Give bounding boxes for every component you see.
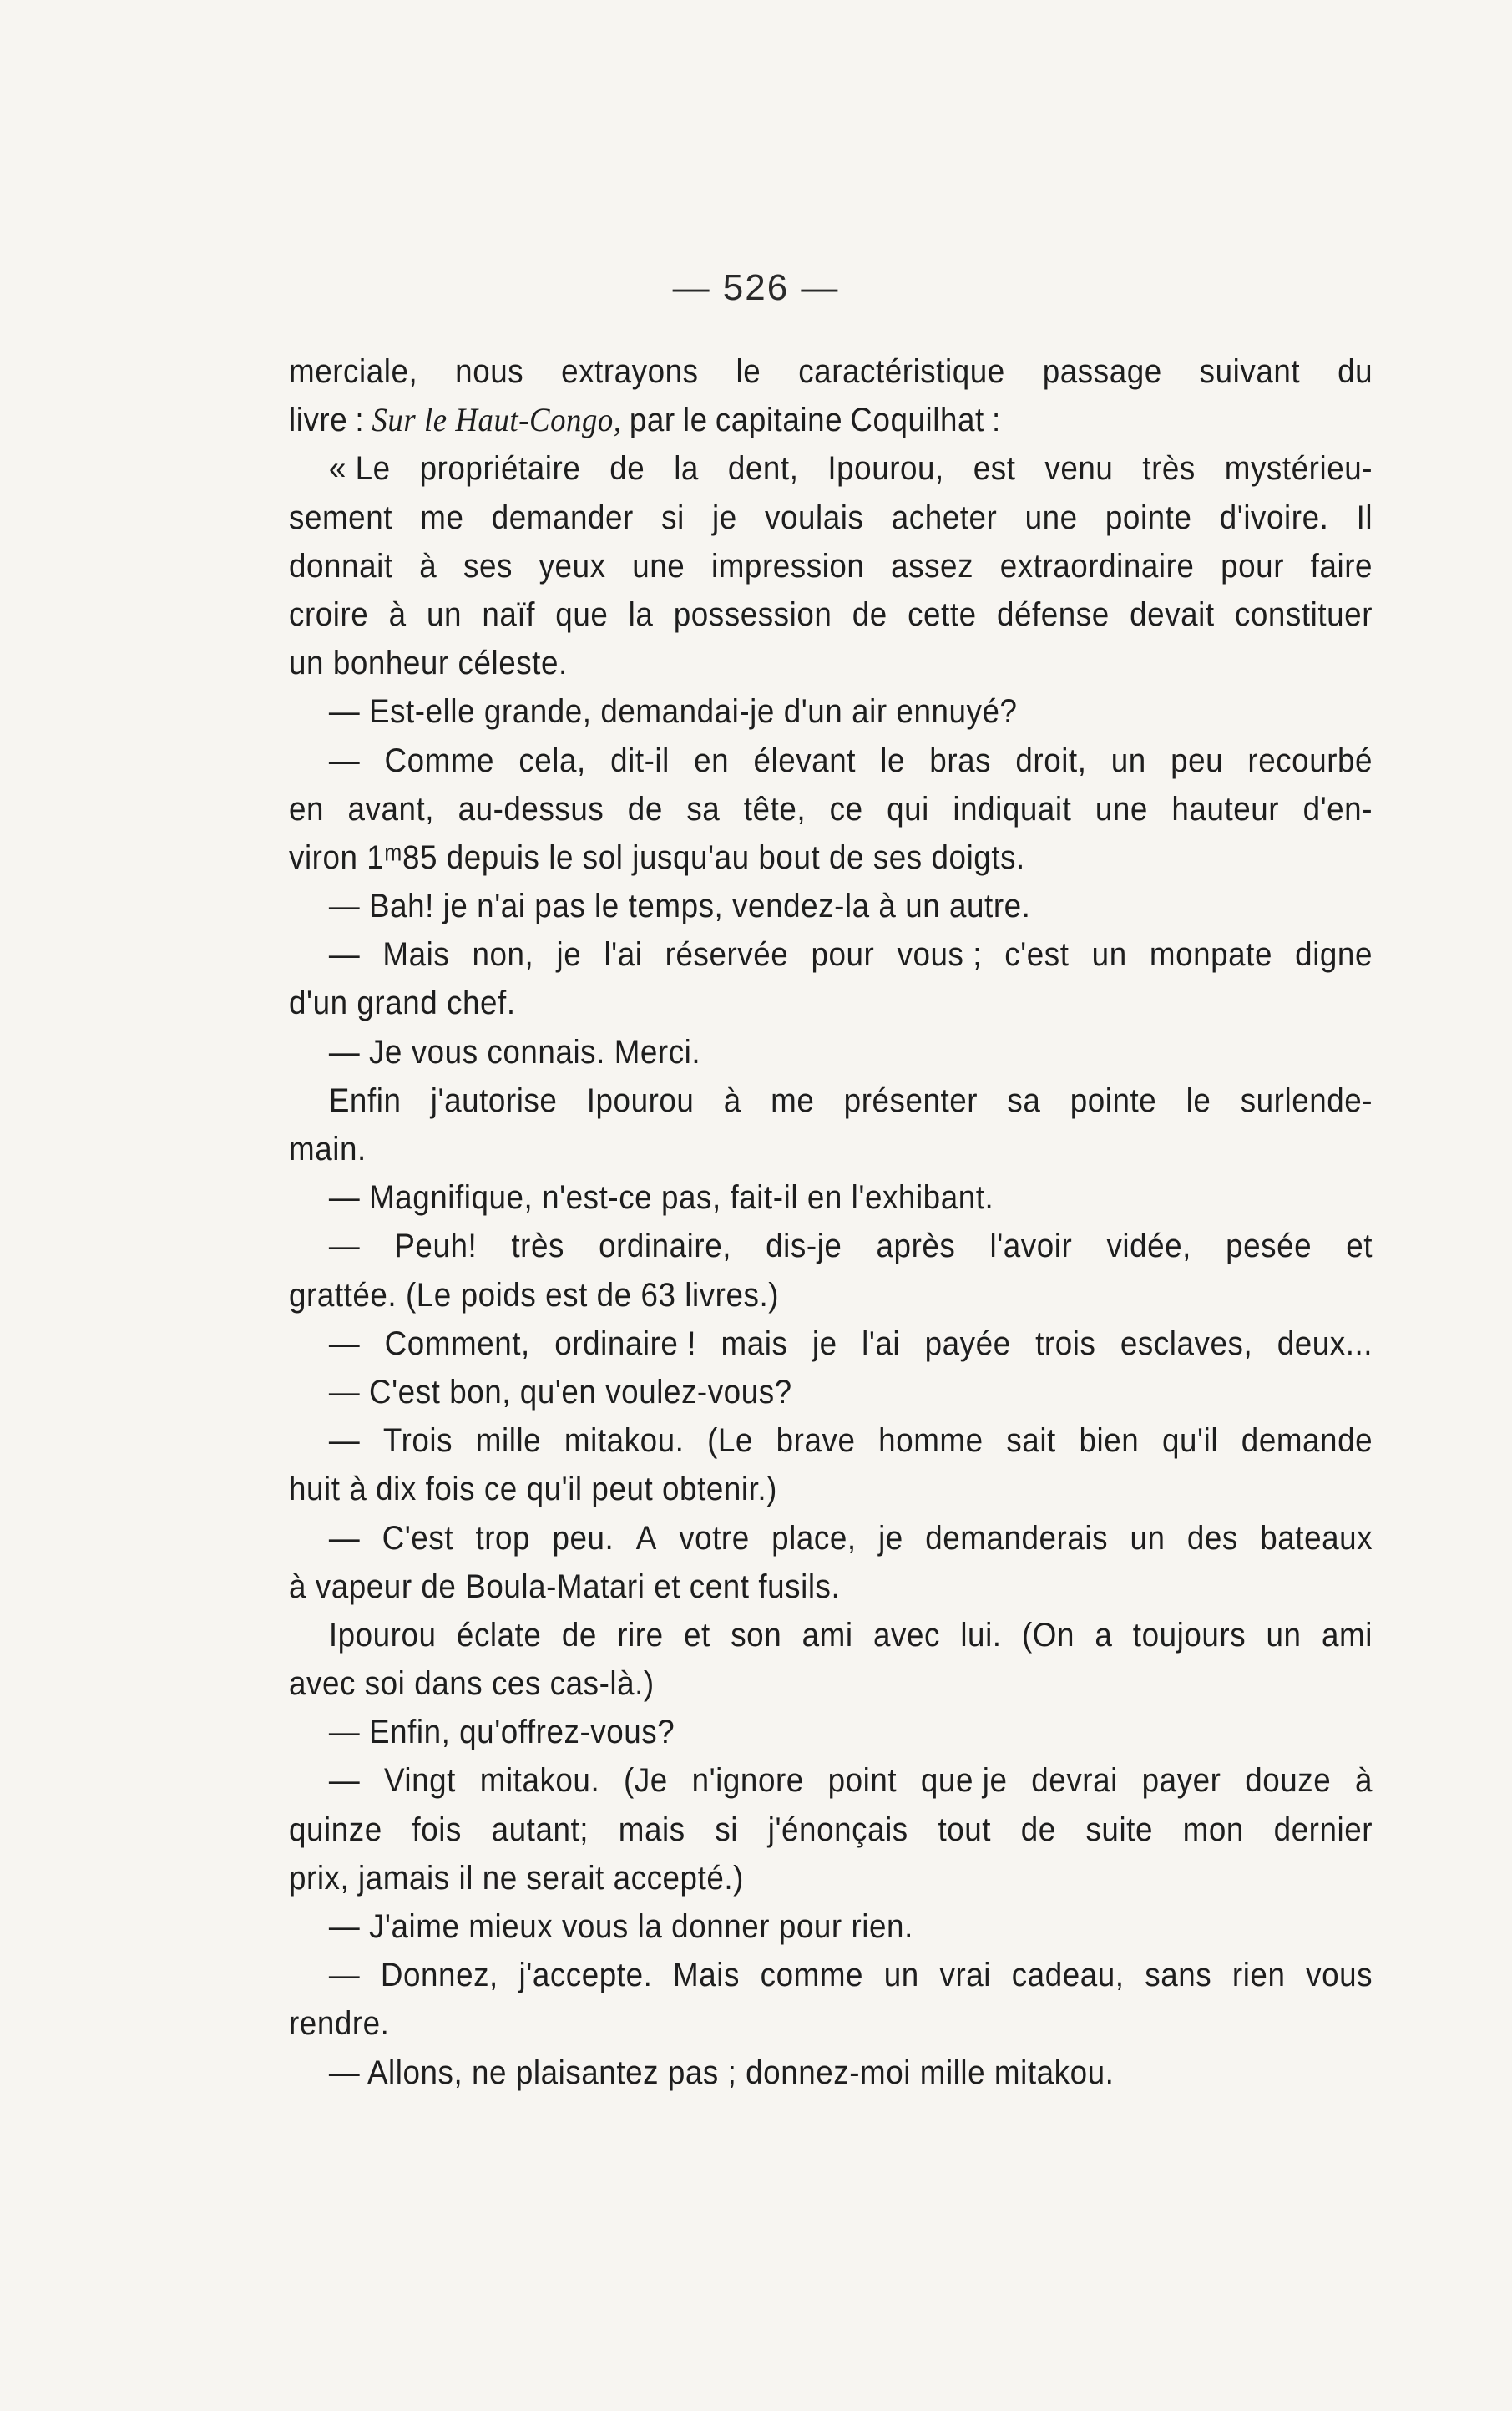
text-word: nous (455, 353, 524, 390)
text-word: qui (887, 790, 929, 828)
text-word: je (878, 1519, 903, 1557)
text-word: constituer (1234, 595, 1373, 633)
text-word: la (628, 595, 654, 633)
text-word: (On (1021, 1616, 1075, 1654)
text-word: prix, jamais il ne serait accepté.) (289, 1859, 744, 1897)
text-word: avec soi dans ces cas-là.) (289, 1665, 655, 1703)
text-word: droit, (1015, 742, 1087, 779)
text-word: faire (1310, 547, 1373, 585)
text-word: Sur le Haut-Congo, (372, 401, 622, 439)
text-word: est (973, 450, 1016, 488)
text-word: sait (1006, 1422, 1056, 1460)
text-word: — Est-elle grande, demandai-je d'un air ennuyé? (328, 693, 1018, 731)
text-word: bras (929, 742, 992, 779)
text-word: — (328, 1228, 361, 1265)
text-word: Donnez, (380, 1957, 498, 1994)
text-word: tout (938, 1811, 992, 1848)
text-word: un (1091, 936, 1127, 974)
text-word: de (852, 595, 887, 633)
text-word: non, (472, 936, 534, 974)
text-word: (Je (624, 1762, 668, 1800)
text-word: de (1020, 1811, 1056, 1848)
text-word: payer (1141, 1762, 1221, 1800)
text-word: C'est (382, 1519, 454, 1557)
text-word: place, (771, 1519, 857, 1557)
text-word: — Bah! je n'ai pas le temps, vendez-la à un autre. (328, 888, 1031, 925)
text-word: un bonheur céleste. (289, 645, 568, 682)
text-word: — (328, 1325, 361, 1362)
text-line (289, 833, 1373, 882)
text-word: bateaux (1260, 1519, 1373, 1557)
text-word: cela, (518, 742, 586, 779)
text-line (289, 1756, 1373, 1805)
text-word: caractéristique (798, 353, 1005, 390)
text-word: un (883, 1957, 919, 1994)
text-word: pour (811, 936, 875, 974)
text-word: et (684, 1616, 710, 1654)
text-word: huit à dix fois ce qu'il peut obtenir.) (289, 1471, 777, 1508)
text-word: sa (686, 790, 721, 828)
text-word: de (627, 790, 663, 828)
text-word: à (388, 595, 407, 633)
text-word: si (715, 1811, 739, 1848)
text-word: je (812, 1325, 837, 1362)
text-word: un (1266, 1616, 1302, 1654)
text-word: Trois (382, 1422, 453, 1460)
text-word: son (731, 1616, 782, 1654)
text-word: point (827, 1762, 898, 1800)
text-word: Comment, (384, 1325, 530, 1362)
text-word: pointe (1070, 1081, 1157, 1119)
text-word: main. (289, 1131, 367, 1168)
text-line (289, 1222, 1373, 1270)
text-word: acheter (891, 499, 998, 536)
text-line (289, 1514, 1373, 1563)
text-word: autant; (491, 1811, 589, 1848)
text-word: éclate (456, 1616, 542, 1654)
text-line (289, 494, 1373, 542)
text-word: très (1142, 450, 1196, 488)
text-word: mille (475, 1422, 542, 1460)
text-word: venu (1044, 450, 1114, 488)
text-word: — Allons, ne plaisantez pas ; donnez-moi mille mitakou. (328, 2054, 1115, 2091)
text-word: monpate (1149, 936, 1272, 974)
text-word: vrai (939, 1957, 992, 1994)
text-word: ordinaire ! (554, 1325, 697, 1362)
text-word: un (1130, 1519, 1166, 1557)
text-word: le (682, 402, 708, 439)
text-word: suite (1085, 1811, 1153, 1848)
text-word: — C'est bon, qu'en voulez-vous? (328, 1373, 792, 1411)
text-line (289, 590, 1373, 639)
text-word: vous ; (897, 936, 983, 974)
text-word: élevant (753, 742, 857, 779)
text-word: tête, (743, 790, 807, 828)
text-line (289, 1854, 1373, 1902)
text-word: je (712, 499, 737, 536)
text-word: — J'aime mieux vous la donner pour rien. (328, 1908, 913, 1945)
text-word: l'avoir (989, 1228, 1073, 1265)
text-word: et (1346, 1228, 1373, 1265)
text-word: avec (872, 1616, 940, 1654)
text-word: en (289, 790, 325, 828)
text-word: « Le (328, 450, 391, 488)
text-word: un (427, 595, 463, 633)
text-word: rire (617, 1616, 664, 1654)
text-word: ami (1321, 1616, 1373, 1654)
text-line (289, 785, 1373, 833)
text-word: Vingt (383, 1762, 456, 1800)
text-word: demanderais (925, 1519, 1109, 1557)
text-word: — (328, 1957, 361, 1994)
text-word: croire (289, 595, 369, 633)
text-line (289, 542, 1373, 590)
text-word: livre (289, 402, 348, 439)
text-word: des (1186, 1519, 1238, 1557)
text-word: passage (1042, 353, 1162, 390)
text-line (289, 639, 1373, 687)
page-number: — 526 — (672, 267, 840, 308)
text-word: Peuh! (394, 1228, 478, 1265)
text-word: merciale, (289, 353, 418, 390)
text-word: viron 1ᵐ85 depuis le sol jusqu'au bout de ses doigts. (289, 838, 1025, 876)
text-word: à (419, 547, 437, 585)
text-word: ami (802, 1616, 853, 1654)
text-line (289, 1951, 1373, 1999)
text-word: mitakou. (564, 1422, 685, 1460)
text-word: me (771, 1081, 815, 1119)
text-word: extrayons (561, 353, 699, 390)
text-word: de (561, 1616, 597, 1654)
text-line (289, 1902, 1373, 1951)
text-word: trois (1035, 1325, 1096, 1362)
text-line (289, 1319, 1373, 1368)
text-word: sans (1145, 1957, 1212, 1994)
text-word: hauteur (1171, 790, 1280, 828)
text-word: dernier (1273, 1811, 1373, 1848)
text-word: : (355, 402, 365, 439)
text-word: défense (996, 595, 1110, 633)
text-word: présenter (843, 1081, 979, 1119)
text-word: avant, (347, 790, 435, 828)
text-word: grattée. (Le poids est de 63 livres.) (289, 1276, 780, 1314)
text-word: pour (1221, 547, 1285, 585)
text-word: lui. (960, 1616, 1002, 1654)
text-word: demander (491, 499, 634, 536)
text-line (289, 347, 1373, 396)
text-word: vidée, (1106, 1228, 1191, 1265)
text-line (289, 1806, 1373, 1854)
text-word: le (880, 742, 906, 779)
text-word: extraordinaire (999, 547, 1195, 585)
text-word: homme (878, 1422, 984, 1460)
text-line (289, 444, 1373, 493)
text-word: Ipourou, (827, 450, 944, 488)
text-word: je (556, 936, 582, 974)
text-word: mon (1182, 1811, 1244, 1848)
text-word: la (674, 450, 699, 488)
text-word: mitakou. (479, 1762, 600, 1800)
text-line (289, 930, 1373, 979)
text-word: rien (1231, 1957, 1286, 1994)
text-line (289, 882, 1373, 930)
text-word: : (991, 402, 1001, 439)
text-word: — (328, 1519, 361, 1557)
text-line (289, 1076, 1373, 1125)
text-word: comme (760, 1957, 864, 1994)
text-word: de (609, 450, 645, 488)
text-word: — Enfin, qu'offrez-vous? (328, 1714, 675, 1751)
text-word: payée (924, 1325, 1011, 1362)
text-word: mystérieu- (1224, 450, 1373, 488)
text-word: du (1338, 353, 1373, 390)
text-word: que je (920, 1762, 1008, 1800)
text-word: cadeau, (1011, 1957, 1125, 1994)
text-word: à (723, 1081, 741, 1119)
text-word: j'autorise (430, 1081, 558, 1119)
text-line (289, 1708, 1373, 1756)
text-line (289, 737, 1373, 785)
text-word: vous (1306, 1957, 1373, 1994)
text-word: réservée (665, 936, 789, 974)
text-line (289, 396, 1373, 444)
text-word: très (511, 1228, 564, 1265)
text-word: esclaves, (1120, 1325, 1253, 1362)
text-line (289, 1368, 1373, 1416)
text-word: pesée (1226, 1228, 1312, 1265)
text-word: c'est (1004, 936, 1070, 974)
text-word: capitaine (715, 402, 843, 439)
text-word: possession (673, 595, 832, 633)
text-word: par (629, 402, 675, 439)
text-word: Il (1356, 499, 1373, 536)
text-word: recourbé (1247, 742, 1373, 779)
text-word: Coquilhat (850, 402, 984, 439)
text-word: pointe (1105, 499, 1192, 536)
body-text (289, 347, 1373, 2097)
text-word: une (632, 547, 685, 585)
text-word: d'un grand chef. (289, 985, 516, 1022)
text-line (289, 1125, 1373, 1173)
text-word: donnait (289, 547, 393, 585)
text-word: digne (1295, 936, 1373, 974)
text-word: le (736, 353, 761, 390)
text-word: une (1095, 790, 1148, 828)
text-line (289, 1173, 1373, 1222)
text-word: deux... (1277, 1325, 1373, 1362)
text-word: mais (721, 1325, 788, 1362)
text-word: A (635, 1519, 657, 1557)
text-word: au-dessus (458, 790, 604, 828)
text-word: j'accepte. (518, 1957, 653, 1994)
text-word: bien (1079, 1422, 1140, 1460)
text-word: ce (829, 790, 863, 828)
text-word: Comme (384, 742, 495, 779)
text-line (289, 1028, 1373, 1076)
text-word: j'énonçais (767, 1811, 908, 1848)
text-word: si (661, 499, 685, 536)
text-word: toujours (1132, 1616, 1247, 1654)
text-word: devait (1130, 595, 1215, 633)
text-line (289, 687, 1373, 736)
text-word: — (328, 742, 361, 779)
text-word: — (328, 936, 361, 974)
text-line (289, 1271, 1373, 1319)
text-word: demande (1241, 1422, 1373, 1460)
text-word: brave (776, 1422, 856, 1460)
text-word: à (1355, 1762, 1373, 1800)
text-word: en (694, 742, 730, 779)
text-word: yeux (539, 547, 606, 585)
text-word: quinze (289, 1811, 382, 1848)
text-line (289, 1611, 1373, 1659)
text-word: votre (679, 1519, 750, 1557)
text-word: fois (412, 1811, 462, 1848)
text-word: n'ignore (691, 1762, 804, 1800)
text-line (289, 1563, 1373, 1611)
text-word: d'en- (1302, 790, 1373, 828)
text-word: peu. (552, 1519, 614, 1557)
text-word: que (555, 595, 609, 633)
text-word: un (1110, 742, 1146, 779)
text-word: trop (475, 1519, 531, 1557)
text-word: cette (908, 595, 977, 633)
text-word: une (1024, 499, 1078, 536)
text-word: a (1095, 1616, 1113, 1654)
text-word: Mais (382, 936, 450, 974)
text-word: dent, (727, 450, 799, 488)
text-word: assez (891, 547, 974, 585)
text-line (289, 1416, 1373, 1465)
text-word: surlende- (1240, 1081, 1373, 1119)
text-word: sement (289, 499, 392, 536)
text-line (289, 979, 1373, 1027)
text-word: suivant (1199, 353, 1301, 390)
text-word: mais (618, 1811, 685, 1848)
text-word: Ipourou (586, 1081, 695, 1119)
text-word: Ipourou (328, 1616, 437, 1654)
text-line (289, 1999, 1373, 2048)
text-word: qu'il (1162, 1422, 1219, 1460)
text-word: ordinaire, (599, 1228, 732, 1265)
text-line (289, 1659, 1373, 1708)
text-word: me (420, 499, 464, 536)
text-word: douze (1245, 1762, 1332, 1800)
text-word: dit-il (610, 742, 670, 779)
text-word: naïf (482, 595, 535, 633)
text-word: — (328, 1762, 361, 1800)
text-word: ses (463, 547, 513, 585)
text-word: — Magnifique, n'est-ce pas, fait-il en l'exhibant. (328, 1179, 994, 1217)
text-word: — Je vous connais. Merci. (328, 1033, 701, 1071)
text-word: l'ai (604, 936, 643, 974)
text-word: propriétaire (419, 450, 581, 488)
text-word: après (876, 1228, 956, 1265)
text-line (289, 1465, 1373, 1513)
text-line (289, 2049, 1373, 2097)
text-word: l'ai (862, 1325, 901, 1362)
text-word: peu (1171, 742, 1224, 779)
text-word: le (1186, 1081, 1211, 1119)
text-word: Mais (673, 1957, 740, 1994)
text-word: dis-je (766, 1228, 842, 1265)
text-word: impression (710, 547, 865, 585)
text-word: d'ivoire. (1219, 499, 1329, 536)
text-word: Enfin (328, 1081, 402, 1119)
text-word: voulais (765, 499, 864, 536)
text-word: rendre. (289, 2005, 390, 2043)
text-word: à vapeur de Boula-Matari et cent fusils. (289, 1568, 841, 1605)
text-word: devrai (1031, 1762, 1118, 1800)
text-word: indiquait (953, 790, 1072, 828)
text-word: — (328, 1422, 361, 1460)
text-word: sa (1007, 1081, 1041, 1119)
text-word: (Le (707, 1422, 753, 1460)
